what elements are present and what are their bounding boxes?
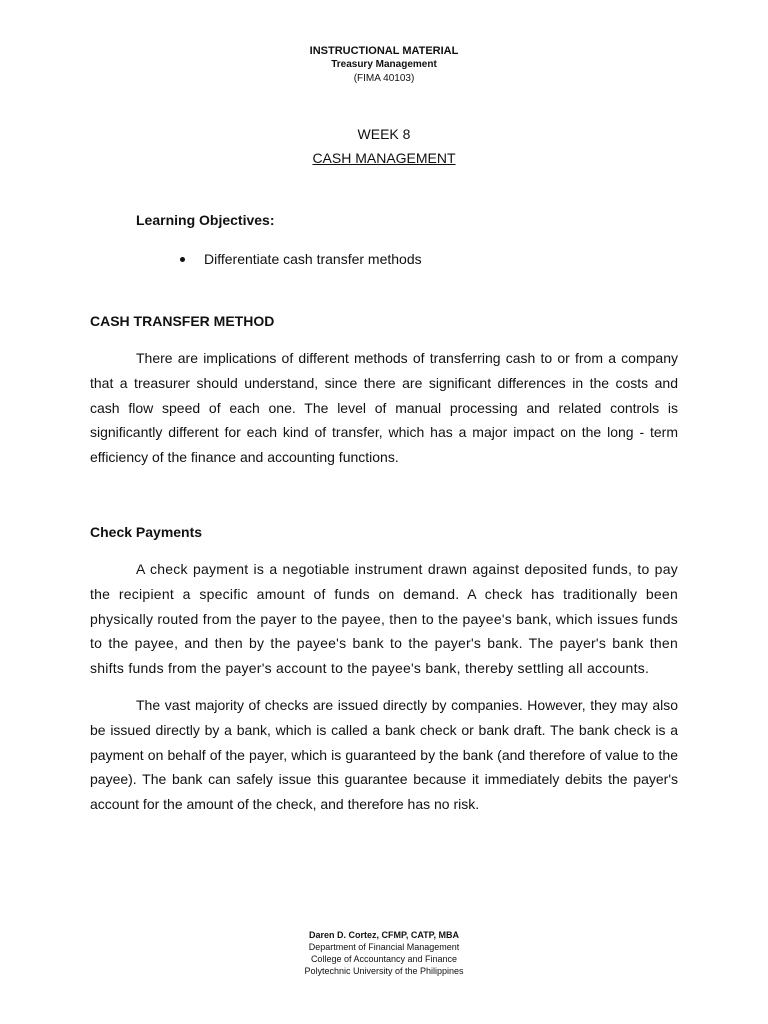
header-course-code: (FIMA 40103) [353,73,415,84]
section-heading-check-payments: Check Payments [90,524,203,540]
paragraph-cash-transfer: There are implications of different methods of transferring cash to or from a company that a treasurer should understand, since there are significant differences in the costs and cash flow speed of each one. The level of manual processing and related controls is significantly different for each kind of transfer, which has a major impact on the long - term efficiency of the finance and accounting functions. [90,350,678,466]
week-label: WEEK 8 [357,126,411,142]
topic-title-text: CASH MANAGEMENT [312,150,456,166]
document-footer [0,929,768,977]
document-header [0,44,768,85]
footer-department: Department of Financial Management [308,942,460,952]
learning-objectives-heading: Learning Objectives: [136,212,275,228]
header-course: Treasury Management [331,59,437,70]
header-title: INSTRUCTIONAL MATERIAL [309,45,459,57]
footer-university: Polytechnic University of the Philippines [304,966,464,976]
bullet-icon [180,257,185,262]
topic-title [0,150,768,167]
paragraph-check-payment: A check payment is a negotiable instrument drawn against deposited funds, to pay the recipient a specific amount of funds on demand. A check has traditionally been physically routed from the payer to the payee, then to the payee's bank, which issues funds to the payee, and then by the payee's bank to the payer's bank. The payer's bank then shifts funds from the payer's account to the payee's bank, thereby settling all accounts. [90,561,678,677]
footer-college: College of Accountancy and Finance [310,954,458,964]
footer-author: Daren D. Cortez, CFMP, CATP, MBA [308,930,460,940]
list-item-text: Differentiate cash transfer methods [204,251,422,267]
learning-objectives-list [176,251,422,268]
list-item [176,251,422,268]
paragraph-bank-check: The vast majority of checks are issued directly by companies. However, they may also be issued directly by a bank, which is called a bank check or bank draft. The bank check is a payment on behalf of the payer, which is guaranteed by the bank (and therefore of value to the payee). The bank can safely issue this guarantee because it immediately debits the payer's account for the amount of the check, and therefore has no risk. [90,697,678,813]
section-heading-cash-transfer: CASH TRANSFER METHOD [90,313,275,329]
